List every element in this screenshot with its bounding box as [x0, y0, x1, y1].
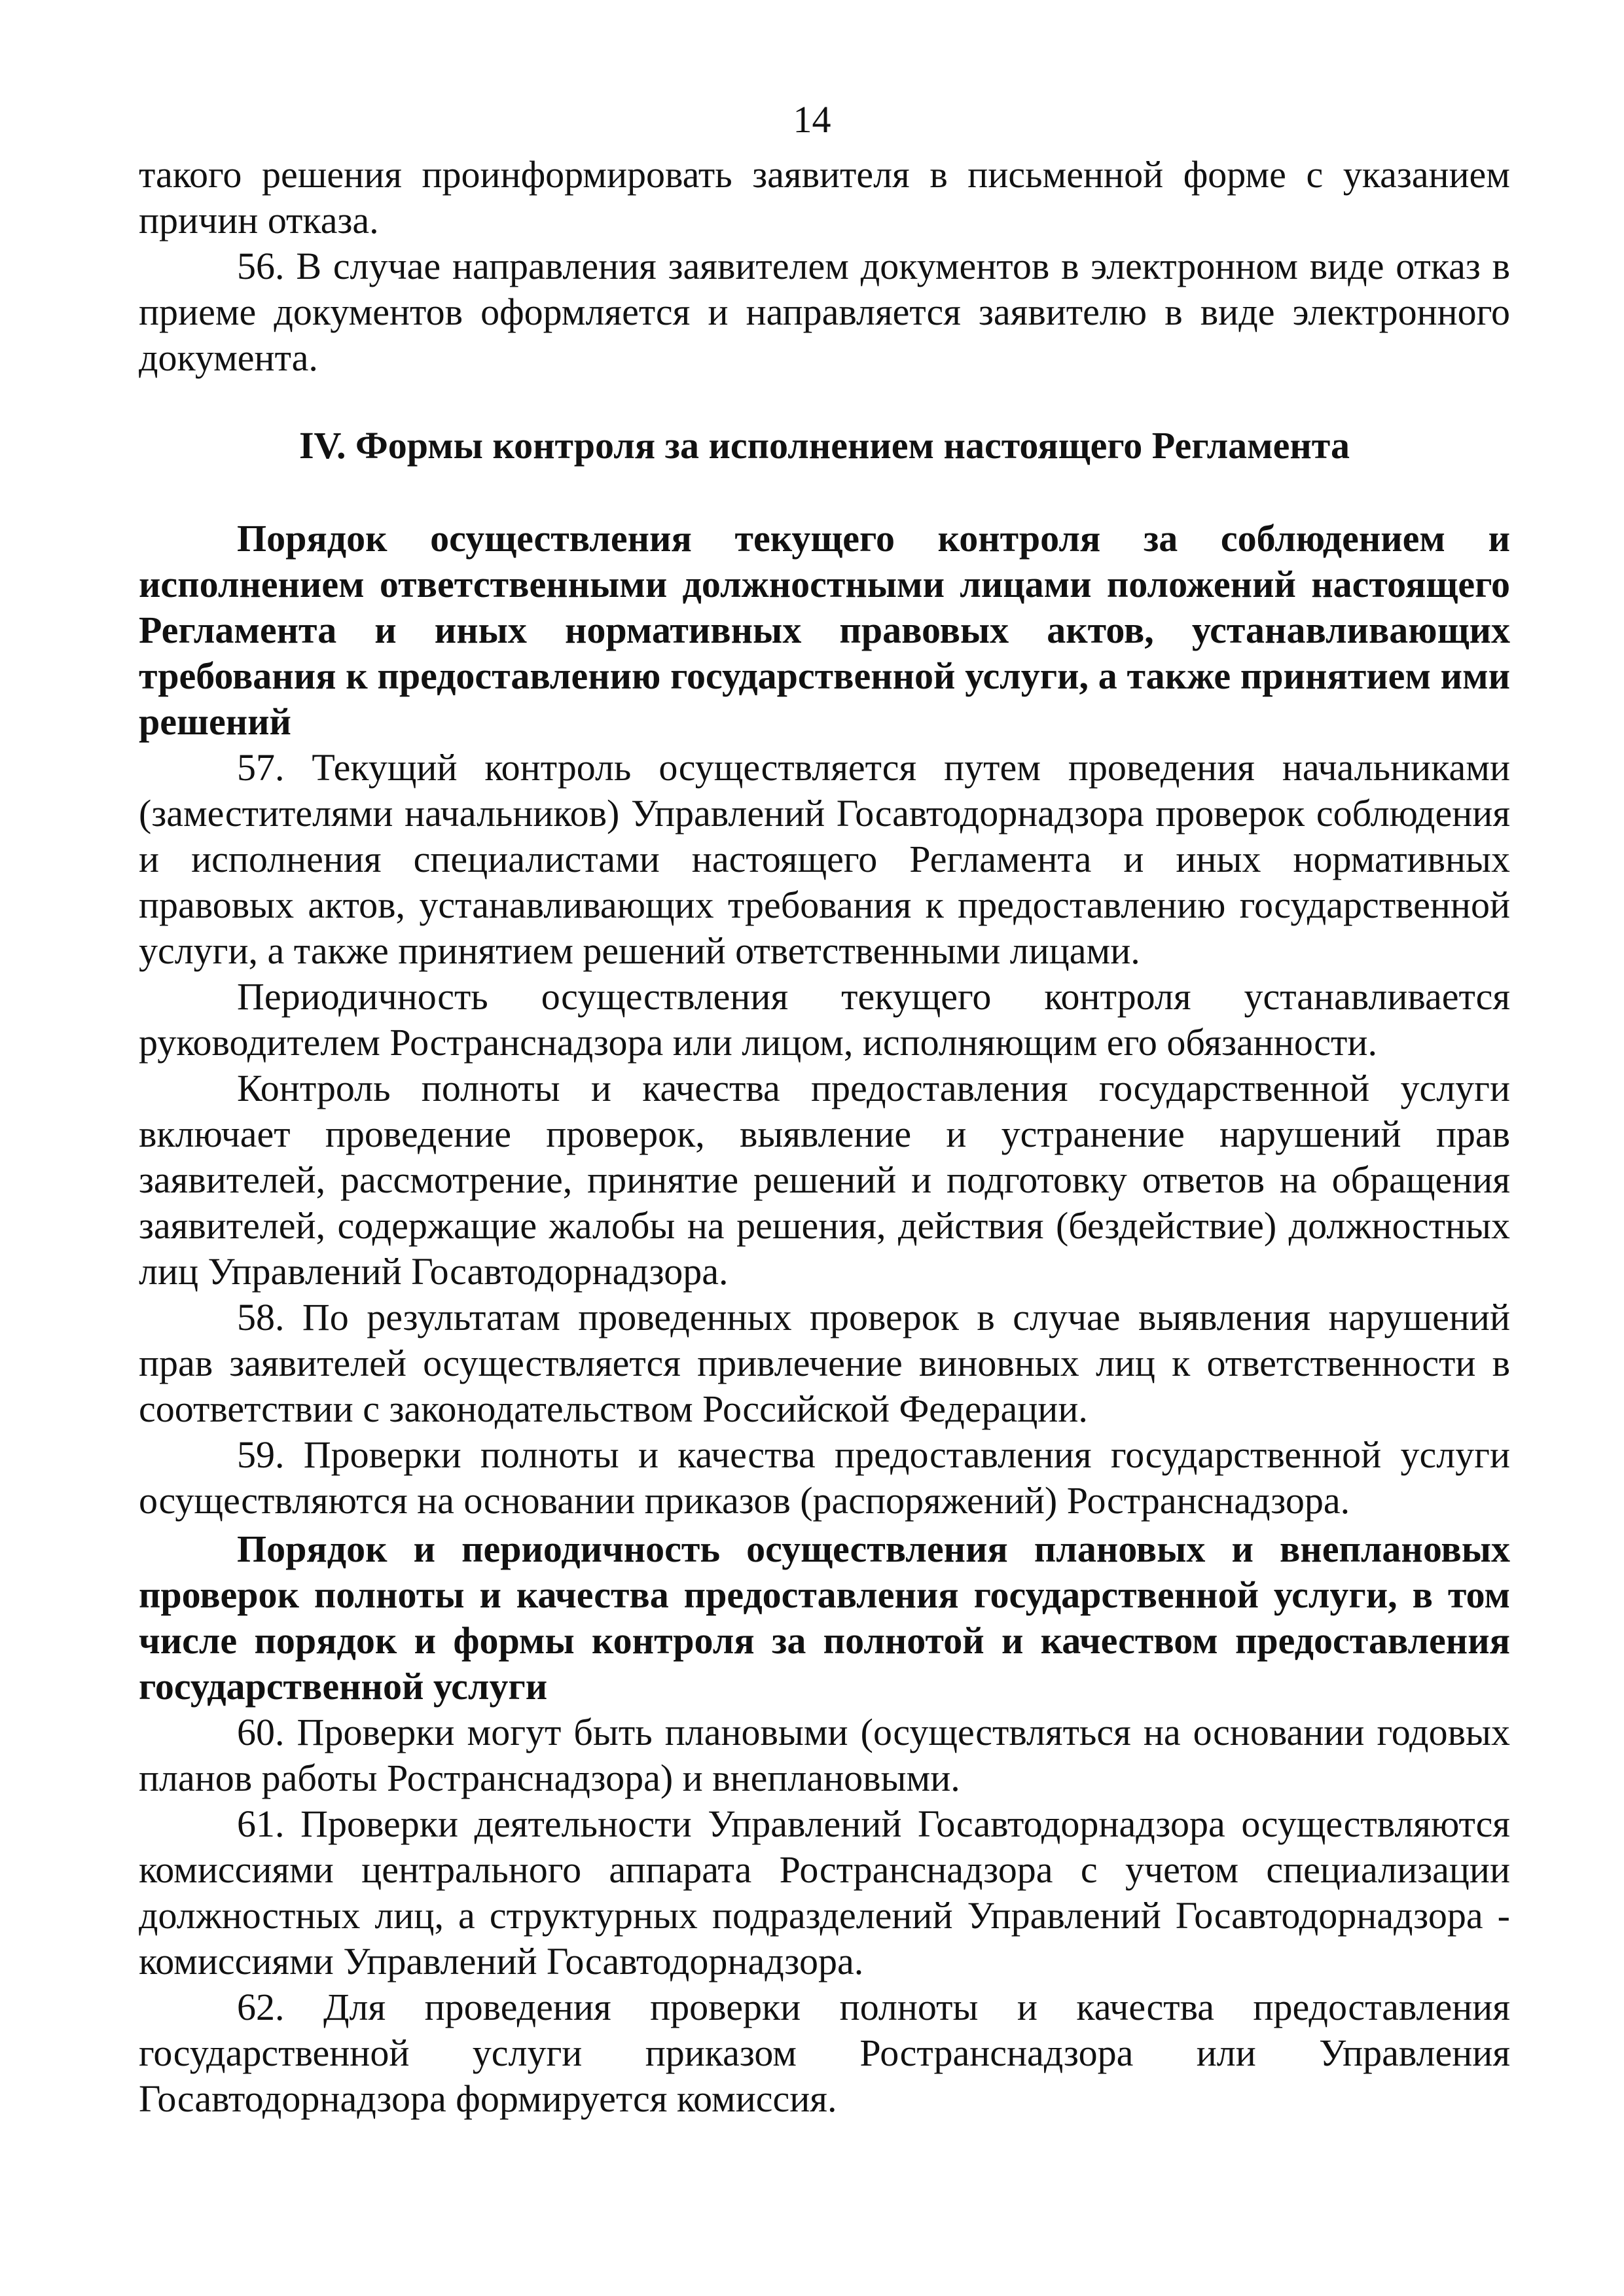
paragraph-61: 61. Проверки деятельности Управлений Госавтодорнадзора осуществляются комиссиями центрального аппарата Ространснадзора с учетом специализации должностных лиц, а структурных подразделений Управлений Госавтодорнадзора - комиссиями Управлений Госавтодорнадзора.	[139, 1803, 1510, 1982]
paragraph-59: 59. Проверки полноты и качества предоставления государственной услуги осуществляются на основании приказов (распоряжений) Ространснадзора.	[139, 1433, 1510, 1522]
paragraph-56: 56. В случае направления заявителем документов в электронном виде отказ в приеме документов оформляется и направляется заявителю в виде электронного документа.	[139, 245, 1510, 379]
paragraph-58: 58. По результатам проведенных проверок в случае выявления нарушений прав заявителей осуществляется привлечение виновных лиц к ответственности в соответствии с законодательством Российской Федерации.	[139, 1296, 1510, 1430]
section-title: IV. Формы контроля за исполнением настоящего Регламента	[298, 424, 1350, 467]
paragraph-continuation: такого решения проинформировать заявителя в письменной форме с указанием причин отказа.	[139, 153, 1510, 242]
paragraph-periodicity: Периодичность осуществления текущего контроля устанавливается руководителем Ространснадзора или лицом, исполняющим его обязанности.	[139, 975, 1510, 1064]
paragraph-60: 60. Проверки могут быть плановыми (осуществляться на основании годовых планов работы Ространснадзора) и внеплановыми.	[139, 1711, 1510, 1799]
subheading-inspections: Порядок и периодичность осуществления плановых и внеплановых проверок полноты и качества предоставления государственной услуги, в том числе порядок и формы контроля за полнотой и качеством предоставления государственной услуги	[139, 1528, 1510, 1708]
paragraph-quality-control: Контроль полноты и качества предоставления государственной услуги включает проведение проверок, выявление и устранение нарушений прав заявителей, рассмотрение, принятие решений и подготовку ответов на обращения заявителей, содержащие жалобы на решения, действия (бездействие) должностных лиц Управлений Госавтодорнадзора.	[139, 1067, 1510, 1293]
paragraph-62: 62. Для проведения проверки полноты и качества предоставления государственной услуги приказом Ространснадзора или Управления Госавтодорнадзора формируется комиссия.	[139, 1986, 1510, 2120]
page-number: 14	[793, 98, 831, 141]
subheading-current-control: Порядок осуществления текущего контроля за соблюдением и исполнением ответственными должностными лицами положений настоящего Регламента и иных нормативных правовых актов, устанавливающих требования к предоставлению государственной услуги, а также принятием ими решений	[139, 517, 1510, 743]
paragraph-57: 57. Текущий контроль осуществляется путем проведения начальниками (заместителями начальников) Управлений Госавтодорнадзора проверок соблюдения и исполнения специалистами настоящего Регламента и иных нормативных правовых актов, устанавливающих требования к предоставлению государственной услуги, а также принятием решений ответственными лицами.	[139, 746, 1510, 972]
document-body	[139, 152, 1510, 2122]
